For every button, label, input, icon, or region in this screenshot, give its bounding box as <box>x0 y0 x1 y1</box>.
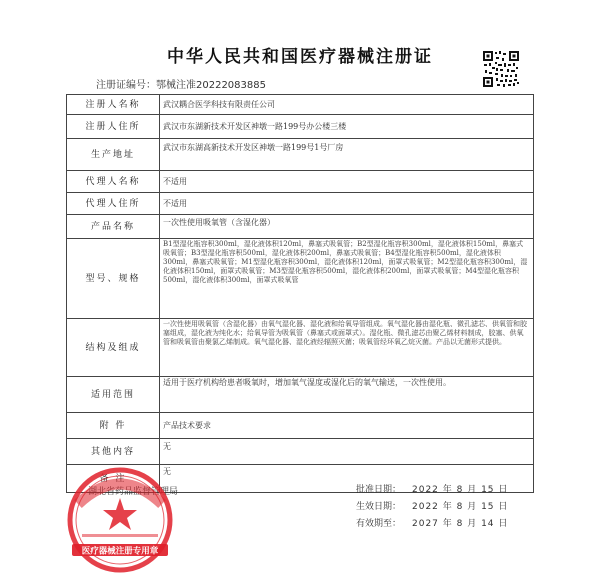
attachment-value: 产品技术要求 <box>160 413 534 439</box>
row-registrant-address <box>67 115 534 139</box>
agent-name-value: 不适用 <box>160 171 534 193</box>
production-address-value: 武汉市东湖高新技术开发区神墩一路199号1号厂房 <box>160 139 534 171</box>
row-production-address <box>67 139 534 171</box>
product-name-value: 一次性使用吸氧管（含湿化器） <box>160 215 534 239</box>
remarks-label: 备 注 <box>67 465 160 493</box>
expiry-date-value: 2027 年 8 月 14 日 <box>412 519 509 529</box>
row-attachment <box>67 413 534 439</box>
scope-label: 适用范围 <box>67 377 160 413</box>
structure-label: 结构及组成 <box>67 319 160 377</box>
certificate-title: 中华人民共和国医疗器械注册证 <box>167 47 433 67</box>
row-model-spec <box>67 239 534 319</box>
other-value: 无 <box>160 439 534 465</box>
agent-name-label: 代理人名称 <box>67 171 160 193</box>
other-label: 其他内容 <box>67 439 160 465</box>
expiry-date <box>356 516 526 529</box>
agent-address-label: 代理人住所 <box>67 193 160 215</box>
scope-value: 适用于医疗机构给患者吸氧时，增加氧气湿度或湿化后的氧气输送，一次性使用。 <box>160 377 534 413</box>
registration-number: 注册证编号：鄂械注准20222083885 <box>96 80 266 91</box>
registrant-address-value: 武汉市东湖新技术开发区神墩一路199号办公楼三楼 <box>160 115 534 139</box>
effective-date <box>356 499 526 512</box>
seal-text: 医疗器械注册专用章 <box>81 546 159 557</box>
registrant-name-label: 注册人名称 <box>67 95 160 115</box>
production-address-label: 生产地址 <box>67 139 160 171</box>
agent-address-value: 不适用 <box>160 193 534 215</box>
official-seal-icon <box>64 464 179 576</box>
effective-date-value: 2022 年 8 月 15 日 <box>412 502 509 512</box>
expiry-date-label: 有效期至： <box>356 519 402 529</box>
product-name-label: 产品名称 <box>67 215 160 239</box>
certificate-table <box>66 94 534 493</box>
approval-date-label: 批准日期： <box>356 485 402 495</box>
attachment-label: 附 件 <box>67 413 160 439</box>
model-spec-value: B1型湿化瓶容积300ml，湿化液体积120ml，鼻塞式吸氧管；B2型湿化瓶容积300ml，湿化液体积150ml，鼻塞式吸氧管；B3型湿化瓶容积500ml，湿化液体积200ml，鼻塞式吸氧管；B4型湿化瓶容积500ml，湿化液体积300ml，鼻塞式吸氧管；M1型湿化瓶容积300ml，湿化液体积120ml，面罩式吸氧管；M2型湿化瓶容积300ml，湿化液体积150ml，面罩式吸氧管；M3型湿化瓶容积500ml，湿化液体积200ml，面罩式吸氧管；M4型湿化瓶容积500ml，湿化液体积300ml，面罩式吸氧管 <box>160 239 534 319</box>
row-agent-address <box>67 193 534 215</box>
row-other <box>67 439 534 465</box>
approval-date-value: 2022 年 8 月 15 日 <box>412 485 509 495</box>
structure-value: 一次性使用吸氧管（含湿化器）由氧气湿化器、湿化液和给氧导管组成。氧气湿化器由湿化瓶、微孔滤芯、供氧管和胶塞组成，湿化液为纯化水；给氧导管为吸氧管（鼻塞式或面罩式）。湿化瓶、微孔滤芯由聚乙烯材料制成，胶塞、供氧管和吸氧管由聚氯乙烯制成。氧气湿化器、湿化液经辐照灭菌；吸氧管经环氧乙烷灭菌。产品以无菌形式提供。 <box>160 319 534 377</box>
registrant-name-value: 武汉耦合医学科技有限责任公司 <box>160 95 534 115</box>
row-structure <box>67 319 534 377</box>
registrant-address-label: 注册人住所 <box>67 115 160 139</box>
row-product-name <box>67 215 534 239</box>
row-agent-name <box>67 171 534 193</box>
row-registrant-name <box>67 95 534 115</box>
approval-date <box>356 482 526 495</box>
issuing-authority: 湖北省药品监督管理局 <box>88 487 179 497</box>
model-spec-label: 型号、规格 <box>67 239 160 319</box>
remarks-value: 无 <box>160 465 534 493</box>
effective-date-label: 生效日期： <box>356 502 402 512</box>
row-scope <box>67 377 534 413</box>
qr-code-icon <box>482 50 520 88</box>
